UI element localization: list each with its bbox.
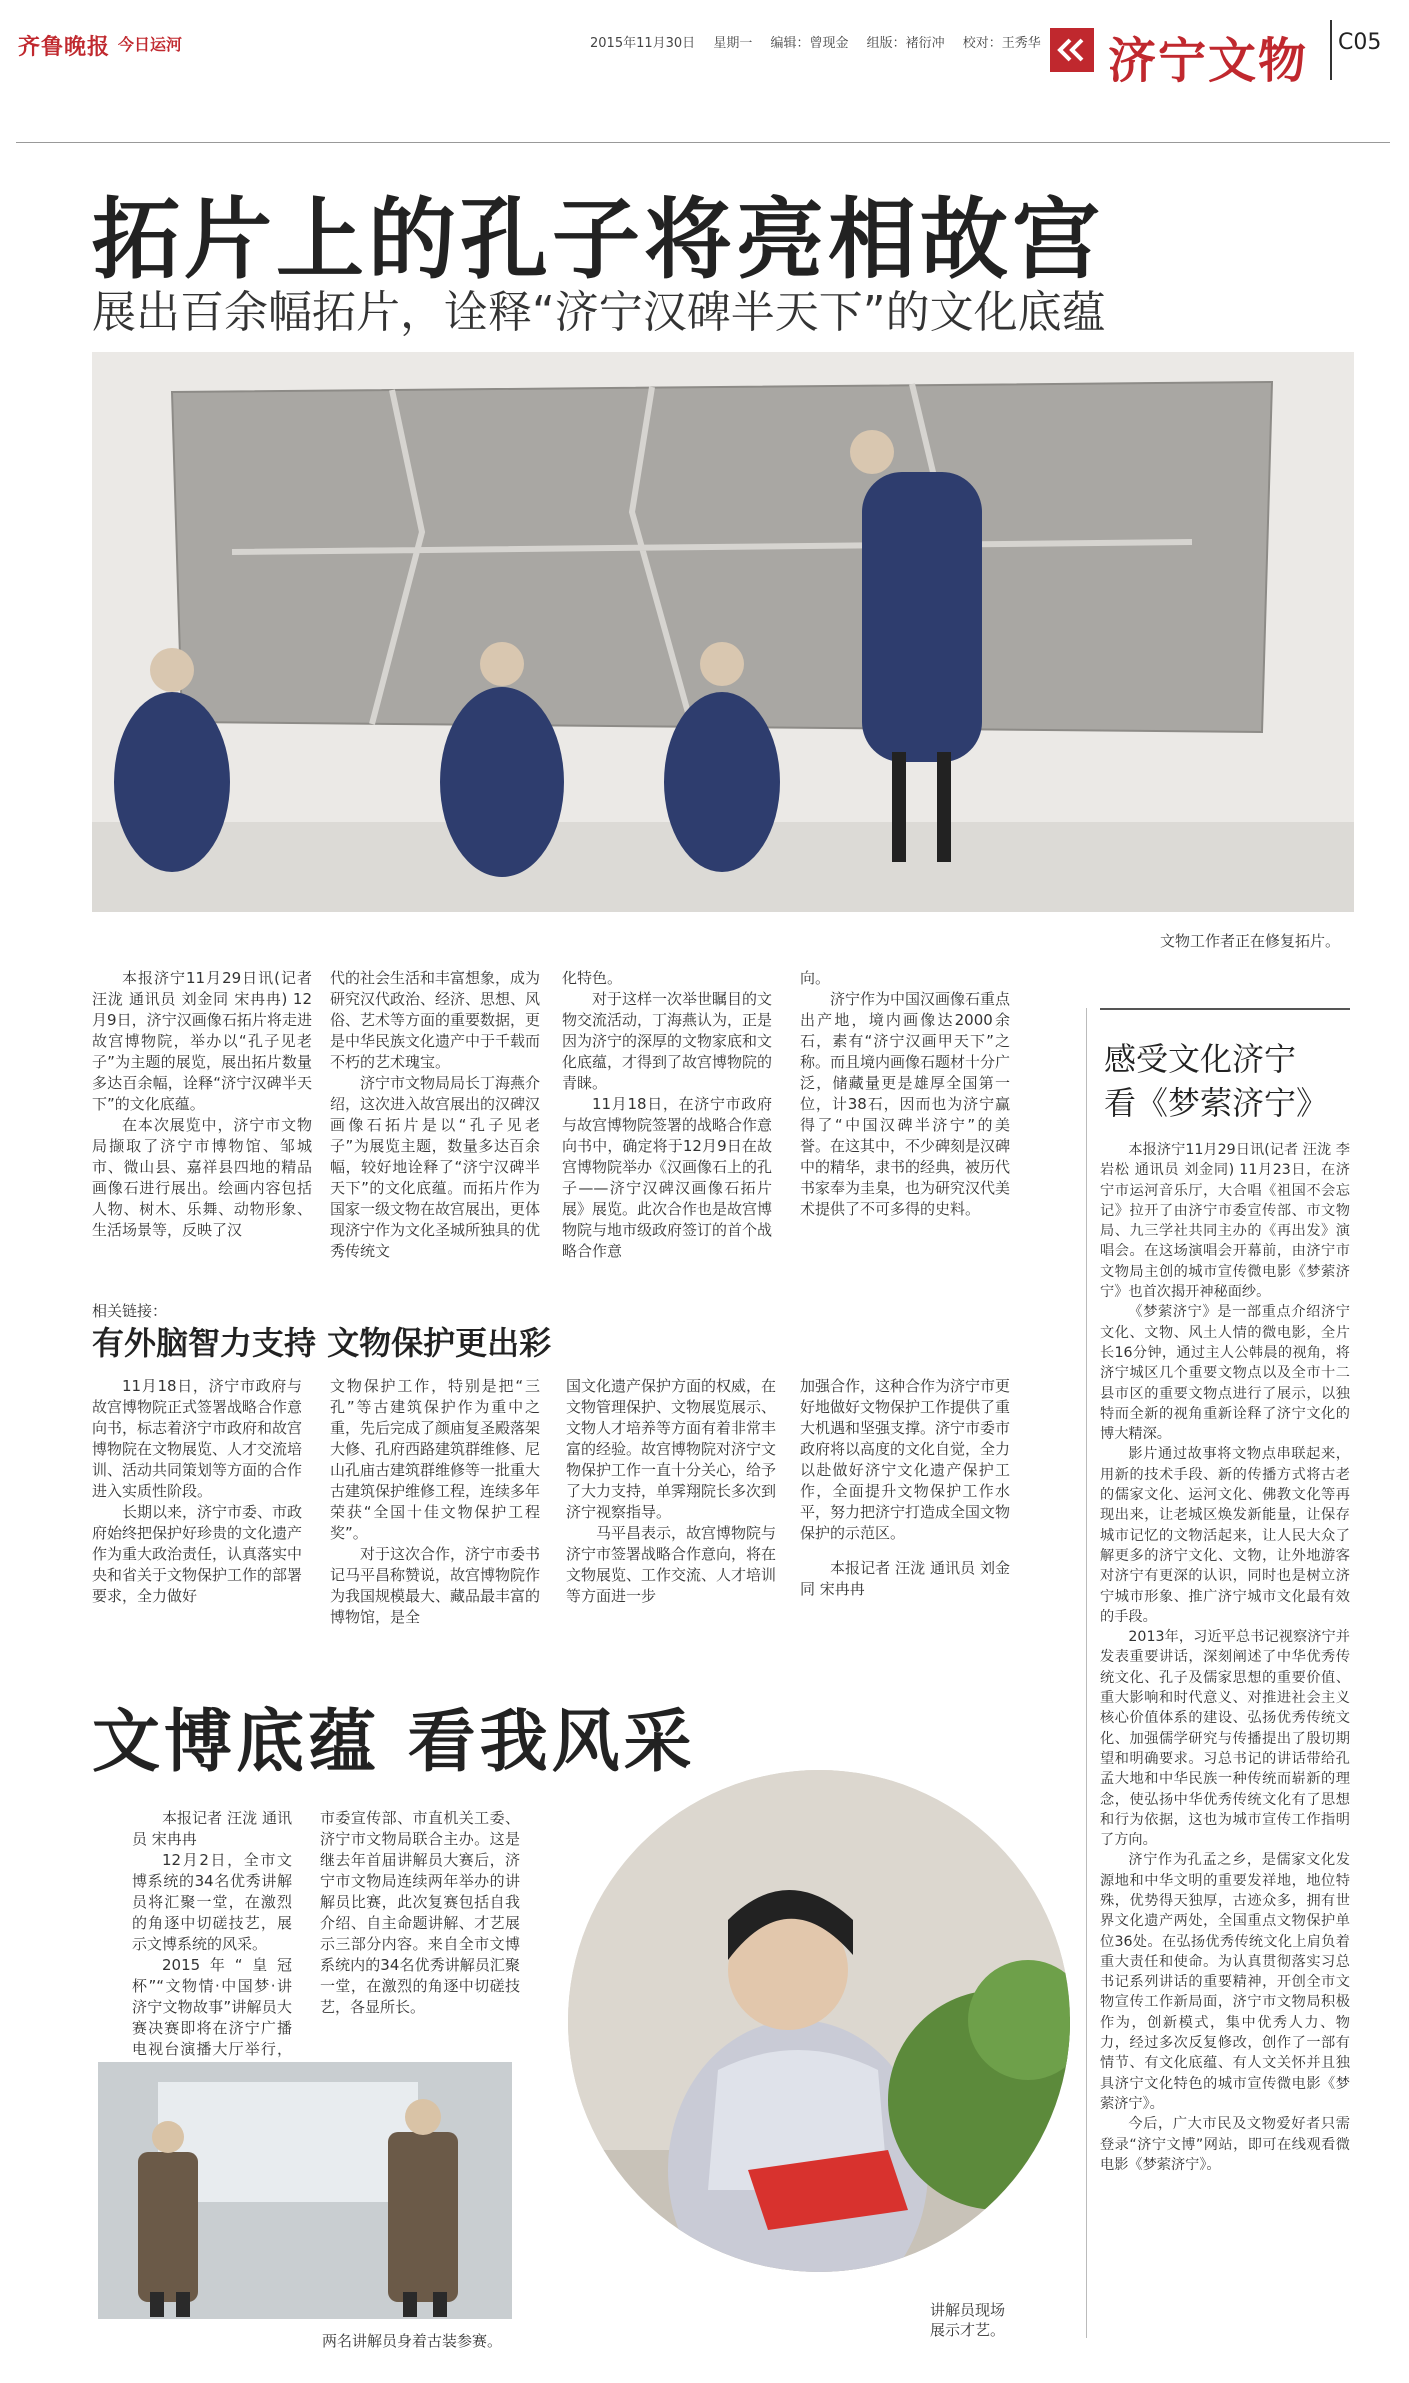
related-headline: 有外脑智力支持 文物保护更出彩 <box>92 1324 552 1362</box>
article2-col4 <box>800 1376 1010 1600</box>
page-number: C05 <box>1338 30 1382 55</box>
paragraph: 长期以来，济宁市委、市政府始终把保护好珍贵的文化遗产作为重大政治责任，认真落实中央和省关于文物保护工作的部署要求，全力做好 <box>92 1503 303 1605</box>
photo3-caption <box>930 2300 1005 2340</box>
photo2-caption: 两名讲解员身着古装参赛。 <box>322 2332 503 2350</box>
byline: 本报记者 汪泷 通讯员 刘金同 宋冉冉 <box>800 1559 1010 1598</box>
paragraph: 马平昌表示，故宫博物院与济宁市签署战略合作意向，将在文物展览、工作交流、人才培训等方面进一步 <box>566 1524 777 1605</box>
paragraph: 文物保护工作，特别是把“三孔”等古建筑保护作为重中之重，先后完成了颜庙复圣殿落架大修、孔府西路建筑群维修、尼山孔庙古建筑群维修等一批重大古建筑保护维修工程，连续多年荣获“全国十佳文物保护工程奖”。 <box>330 1377 541 1542</box>
article1-col3 <box>562 968 772 1262</box>
paragraph: 今后，广大市民及文物爱好者只需登录“济宁文博”网站，即可在线观看微电影《梦萦济宁》。 <box>1100 2116 1350 2173</box>
article3-col1 <box>132 1808 292 2081</box>
article3-col2 <box>320 1808 520 2018</box>
paragraph: 国文化遗产保护方面的权威，在文物管理保护、文物展览展示、文物人才培养等方面有着非常丰富的经验。故宫博物院对济宁文物保护工作一直十分关心，给予了大力支持，单霁翔院长多次到济宁视察指导。 <box>566 1377 777 1521</box>
photo1-caption: 文物工作者正在修复拓片。 <box>1160 932 1341 950</box>
paragraph: 对于这样一次举世瞩目的文物交流活动，丁海燕认为，正是因为济宁的深厚的文物家底和文化底蕴，才得到了故宫博物院的青睐。 <box>562 990 773 1092</box>
paragraph: 济宁作为中国汉画像石重点出产地，境内画像达2000余石，素有“济宁汉画甲天下”之称。而且境内画像石题材十分广泛，储藏量更是雄厚全国第一位，计38石，因而也为济宁赢得了“中国汉碑半济宁”的美誉。在这其中，不少碑刻是汉碑中的精华，隶书的经典，被历代书家奉为圭臬，也为研究汉代美术提供了不可多得的史料。 <box>800 990 1011 1218</box>
caption-line: 讲解员现场 <box>930 2301 1006 2319</box>
side-title-line1: 感受文化济宁 <box>1104 1040 1297 1078</box>
issue-meta <box>590 32 1055 51</box>
paragraph: 2013年，习近平总书记视察济宁并发表重要讲话，深刻阐述了中华优秀传统文化、孔子及儒家思想的重要价值、重大影响和时代意义、对推进社会主义核心价值体系的建设、弘扬优秀传统文化、加强儒学研究与传播提出了殷切期望和明确要求。习总书记的讲话带给孔孟大地和中华民族一种传统而崭新的理念，使弘扬中华优秀传统文化有了思想和行为依据，这也为城市宣传工作指明了方向。 <box>1100 1629 1350 1849</box>
issue-weekday: 星期一 <box>713 36 753 51</box>
paragraph: 《梦萦济宁》是一部重点介绍济宁文化、文物、风土人情的微电影，全片长16分钟，通过主人公韩晨的视角，将济宁城区几个重要文物点以及全市十二县市区的重要文物点进行了展示，以独特而全新的视角重新诠释了济宁文化的博大精深。 <box>1100 1304 1350 1443</box>
masthead-rule <box>16 142 1390 143</box>
editor-credit: 编辑：曾现金 <box>770 36 849 51</box>
paragraph: 代的社会生活和丰富想象，成为研究汉代政治、经济、思想、风俗、艺术等方面的重要数据，更是中华民族文化遗产中于千载而不朽的艺术瑰宝。 <box>330 969 541 1071</box>
related-link-label: 相关链接： <box>92 1302 168 1320</box>
paragraph: 影片通过故事将文物点串联起来，用新的技术手段、新的传播方式将古老的儒家文化、运河文化、佛教文化等再现出来，让老城区焕发新能量，让保存城市记忆的文物活起来，让人民大众了解更多的济宁文化、文物，让外地游客对济宁有更深的认识，同时也是树立济宁城市形象、推广济宁城市文化最有效的手段。 <box>1100 1446 1350 1625</box>
side-article <box>1100 1140 1350 2175</box>
paragraph: 在本次展览中，济宁市文物局撷取了济宁市博物馆、邹城市、微山县、嘉祥县四地的精品画像石进行展出。绘画内容包括人物、树木、乐舞、动物形象、生活场景等，反映了汉 <box>92 1116 312 1239</box>
paragraph: 11月18日，在济宁市政府与故宫博物院签署的战略合作意向书中，确定将于12月9日在故宫博物院举办《汉画像石上的孔子——济宁汉碑汉画像石拓片展》展览。此次合作也是故宫博物院与地市级政府签订的首个战略合作意 <box>562 1095 773 1260</box>
article1-col4 <box>800 968 1010 1220</box>
guides-costume-photo <box>98 2062 512 2319</box>
side-rule <box>1100 1008 1350 1010</box>
chevron-left-icon <box>1050 28 1094 72</box>
subheadline: 展出百余幅拓片，诠释“济宁汉碑半天下”的文化底蕴 <box>92 287 1106 338</box>
issue-date: 2015年11月30日 <box>590 36 696 51</box>
proof-credit: 校对：王秀华 <box>962 36 1041 51</box>
article2-col3 <box>566 1376 776 1607</box>
paragraph: 11月18日，济宁市政府与故宫博物院正式签署战略合作意向书，标志着济宁市政府和故宫博物院在文物展览、人才交流培训、活动共同策划等方面的合作进入实质性阶段。 <box>92 1377 303 1500</box>
article2-col2 <box>330 1376 540 1628</box>
section-title: 济宁文物 <box>1108 33 1309 89</box>
article1-col2 <box>330 968 540 1262</box>
paragraph: 市委宣传部、市直机关工委、济宁市文物局联合主办。这是继去年首届讲解员大赛后，济宁市文物局连续两年举办的讲解员比赛，此次复赛包括自我介绍、自主命题讲解、才艺展示三部分内容。来自全市文博系统内的34名优秀讲解员汇聚一堂，在激烈的角逐中切磋技艺，各显所长。 <box>320 1809 520 2016</box>
layout-credit: 组版：褚衍冲 <box>866 36 945 51</box>
channel-name: 今日运河 <box>118 35 183 54</box>
headline: 拓片上的孔子将亮相故宫 <box>92 188 1105 291</box>
paragraph: 济宁市文物局局长丁海燕介绍，这次进入故宫展出的汉碑汉画像石拓片是以“孔子见老子”为展览主题，数量多达百余幅，较好地诠释了“济宁汉碑半天下”的文化底蕴。而拓片作为国家一级文物在故宫展出，更体现济宁作为文化圣城所独具的优秀传统文 <box>330 1074 541 1260</box>
paragraph: 加强合作，这种合作为济宁市更好地做好文物保护工作提供了重大机遇和坚强支撑。济宁市委市政府将以高度的文化自觉，全力以赴做好济宁文化遗产保护工作，全面提升文物保护工作水平，努力把济宁打造成全国文物保护的示范区。 <box>800 1377 1011 1542</box>
newspaper-logo: 齐鲁晚报 <box>18 34 111 60</box>
article2-col1 <box>92 1376 302 1607</box>
guide-talent-photo <box>568 1770 1070 2272</box>
paragraph: 本报济宁11月29日讯(记者 汪泷 通讯员 刘金同 宋冉冉) 12月9日，济宁汉画像石拓片将走进故宫博物院，举办以“孔子见老子”为主题的展览，展出拓片数量多达百余幅，诠释“济宁汉碑半天下”的文化底蕴。 <box>92 969 312 1113</box>
paragraph: 本报济宁11月29日讯(记者 汪泷 李岩松 通讯员 刘金同) 11月23日，在济宁市运河音乐厅，大合唱《祖国不会忘记》拉开了由济宁市委宣传部、市文物局、九三学社共同主办的《再出发》演唱会。在这场演唱会开幕前，由济宁市文物局主创的城市宣传微电影《梦萦济宁》也首次揭开神秘面纱。 <box>1100 1142 1350 1301</box>
paragraph: 12月2日，全市文博系统的34名优秀讲解员将汇聚一堂，在激烈的角逐中切磋技艺，展示文博系统的风采。 <box>132 1851 292 1953</box>
caption-line: 展示才艺。 <box>930 2321 1006 2339</box>
column-divider <box>1086 1008 1087 2338</box>
masthead-divider <box>1330 20 1332 80</box>
side-title-line2: 看《梦萦济宁》 <box>1104 1084 1329 1122</box>
rubbing-restoration-photo <box>92 352 1354 912</box>
section-headline: 文博底蕴 看我风采 <box>92 1703 696 1782</box>
paragraph: 向。 <box>800 969 831 987</box>
paragraph: 济宁作为孔孟之乡，是儒家文化发源地和中华文明的重要发祥地，地位特殊，优势得天独厚，古迹众多，拥有世界文化遗产两处，全国重点文物保护单位36处。在弘扬优秀传统文化上肩负着重大责任和使命。为认真贯彻落实习总书记系列讲话的重要精神，开创全市文物宣传工作新局面，济宁市文物局积极作为，创新模式，集中优秀人力、物力，经过多次反复修改，创作了一部有情节、有文化底蕴、有人文关怀并且独具济宁文化特色的城市宣传微电影《梦萦济宁》。 <box>1100 1852 1350 2112</box>
paragraph: 2015年“皇冠杯”“文物情·中国梦·讲济宁文物故事”讲解员大赛决赛即将在济宁广播电视台演播大厅举行， <box>132 1956 292 2058</box>
paragraph: 化特色。 <box>562 969 623 987</box>
article1-col1 <box>92 968 312 1241</box>
byline: 本报记者 汪泷 通讯员 宋冉冉 <box>132 1809 292 1848</box>
paragraph: 对于这次合作，济宁市委书记马平昌称赞说，故宫博物院作为我国规模最大、藏品最丰富的博物馆，是全 <box>330 1545 541 1626</box>
